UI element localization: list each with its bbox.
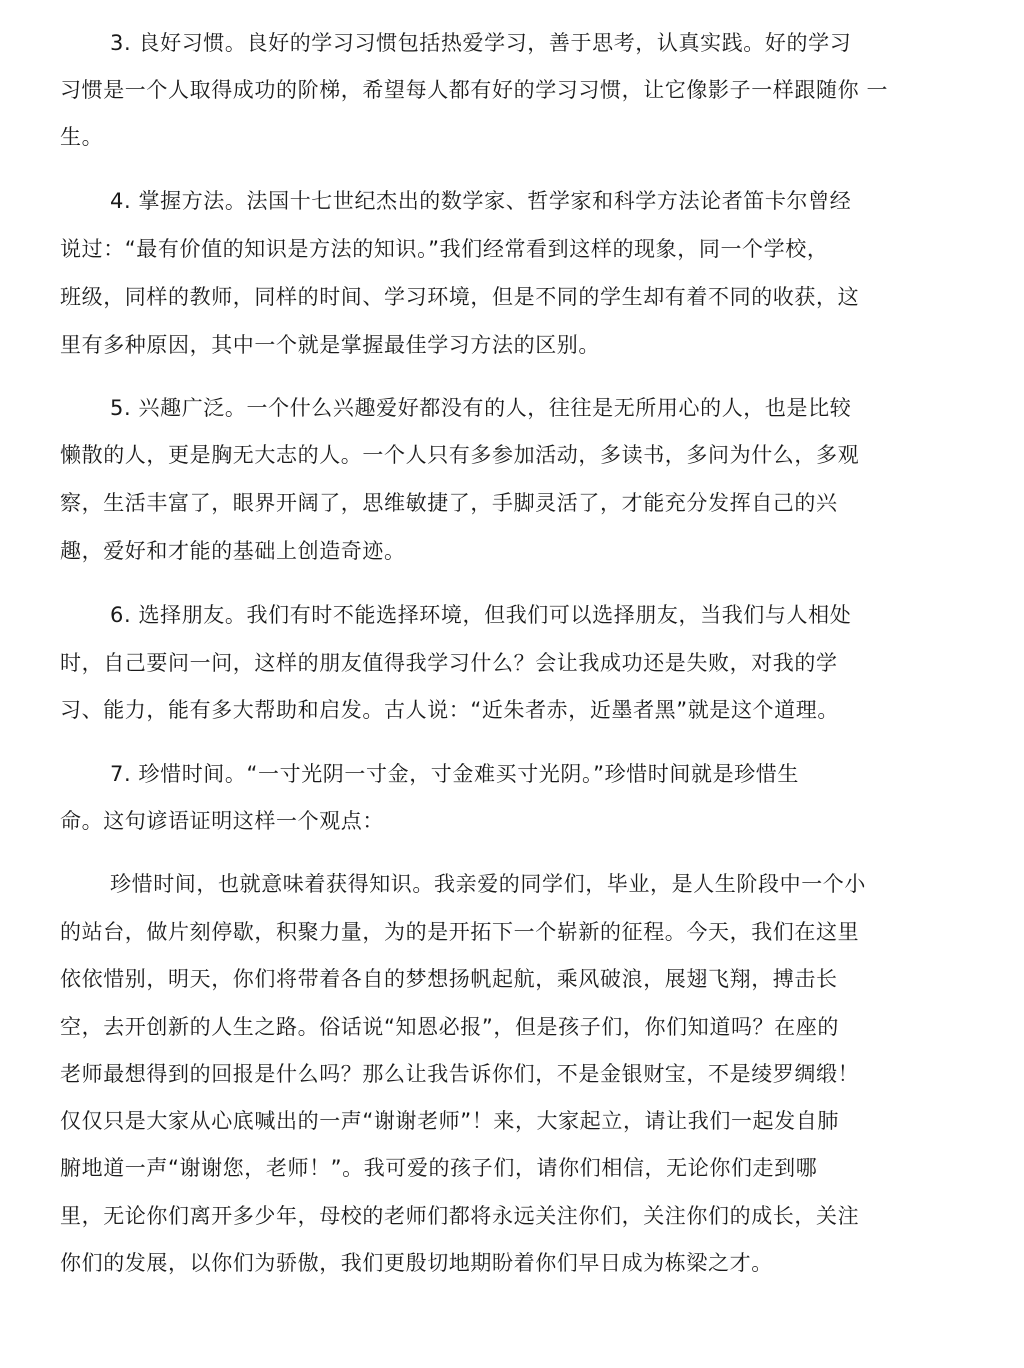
paragraph-5-line-3: 察，生活丰富了，眼界开阔了，思维敏捷了，手脚灵活了，才能充分发挥自己的兴 (60, 491, 838, 515)
paragraph-8-line-2: 的站台，做片刻停歇，积聚力量，为的是开拓下一个崭新的征程。今天，我们在这里 (60, 920, 860, 944)
paragraph-8-line-9: 你们的发展，以你们为骄傲，我们更殷切地期盼着你们早日成为栋梁之才。 (60, 1251, 773, 1275)
paragraph-8-line-1: 珍惜时间，也就意味着获得知识。我亲爱的同学们，毕业，是人生阶段中一个小 (110, 872, 866, 896)
paragraph-6-line-1: 6. 选择朋友。我们有时不能选择环境，但我们可以选择朋友，当我们与人相处 (110, 603, 852, 627)
paragraph-4-line-3: 班级，同样的教师，同样的时间、学习环境，但是不同的学生却有着不同的收获，这 (60, 285, 860, 309)
paragraph-7-line-1: 7. 珍惜时间。“一寸光阴一寸金，寸金难买寸光阴。”珍惜时间就是珍惜生 (110, 762, 799, 786)
paragraph-4-line-1: 4. 掌握方法。法国十七世纪杰出的数学家、哲学家和科学方法论者笛卡尔曾经 (110, 189, 852, 213)
paragraph-3-line-1: 3. 良好习惯。良好的学习习惯包括热爱学习，善于思考，认真实践。好的学习 (110, 31, 852, 55)
paragraph-3-line-3: 生。 (60, 125, 104, 149)
paragraph-4-line-4: 里有多种原因，其中一个就是掌握最佳学习方法的区别。 (60, 333, 600, 357)
paragraph-6-line-2: 时，自己要问一问，这样的朋友值得我学习什么？会让我成功还是失败，对我的学 (60, 651, 838, 675)
paragraph-5-line-2: 懒散的人，更是胸无大志的人。一个人只有多参加活动，多读书，多问为什么，多观 (60, 443, 860, 467)
paragraph-8-line-8: 里，无论你们离开多少年，母校的老师们都将永远关注你们，关注你们的成长，关注 (60, 1204, 860, 1228)
paragraph-5-line-4: 趣，爱好和才能的基础上创造奇迹。 (60, 539, 406, 563)
paragraph-7-line-2: 命。这句谚语证明这样一个观点： (60, 809, 384, 833)
paragraph-8-line-5: 老师最想得到的回报是什么吗？那么让我告诉你们，不是金银财宝，不是绫罗绸缎！ (60, 1062, 860, 1086)
paragraph-3-line-2: 习惯是一个人取得成功的阶梯，希望每人都有好的学习习惯，让它像影子一样跟随你 一 (60, 78, 889, 102)
paragraph-8-line-7: 腑地道一声“谢谢您，老师！”。我可爱的孩子们，请你们相信，无论你们走到哪 (60, 1156, 818, 1180)
paragraph-6-line-3: 习、能力，能有多大帮助和启发。古人说：“近朱者赤，近墨者黑”就是这个道理。 (60, 698, 839, 722)
paragraph-5-line-1: 5. 兴趣广泛。一个什么兴趣爱好都没有的人，往往是无所用心的人，也是比较 (110, 396, 852, 420)
paragraph-8-line-4: 空，去开创新的人生之路。俗话说“知恩必报”，但是孩子们，你们知道吗？在座的 (60, 1015, 839, 1039)
paragraph-8-line-3: 依依惜别，明天，你们将带着各自的梦想扬帆起航，乘风破浪，展翅飞翔，搏击长 (60, 967, 838, 991)
paragraph-4-line-2: 说过：“最有价值的知识是方法的知识。”我们经常看到这样的现象，同一个学校， (60, 237, 829, 261)
paragraph-8-line-6: 仅仅只是大家从心底喊出的一声“谢谢老师”！来，大家起立，请让我们一起发自肺 (60, 1109, 839, 1133)
